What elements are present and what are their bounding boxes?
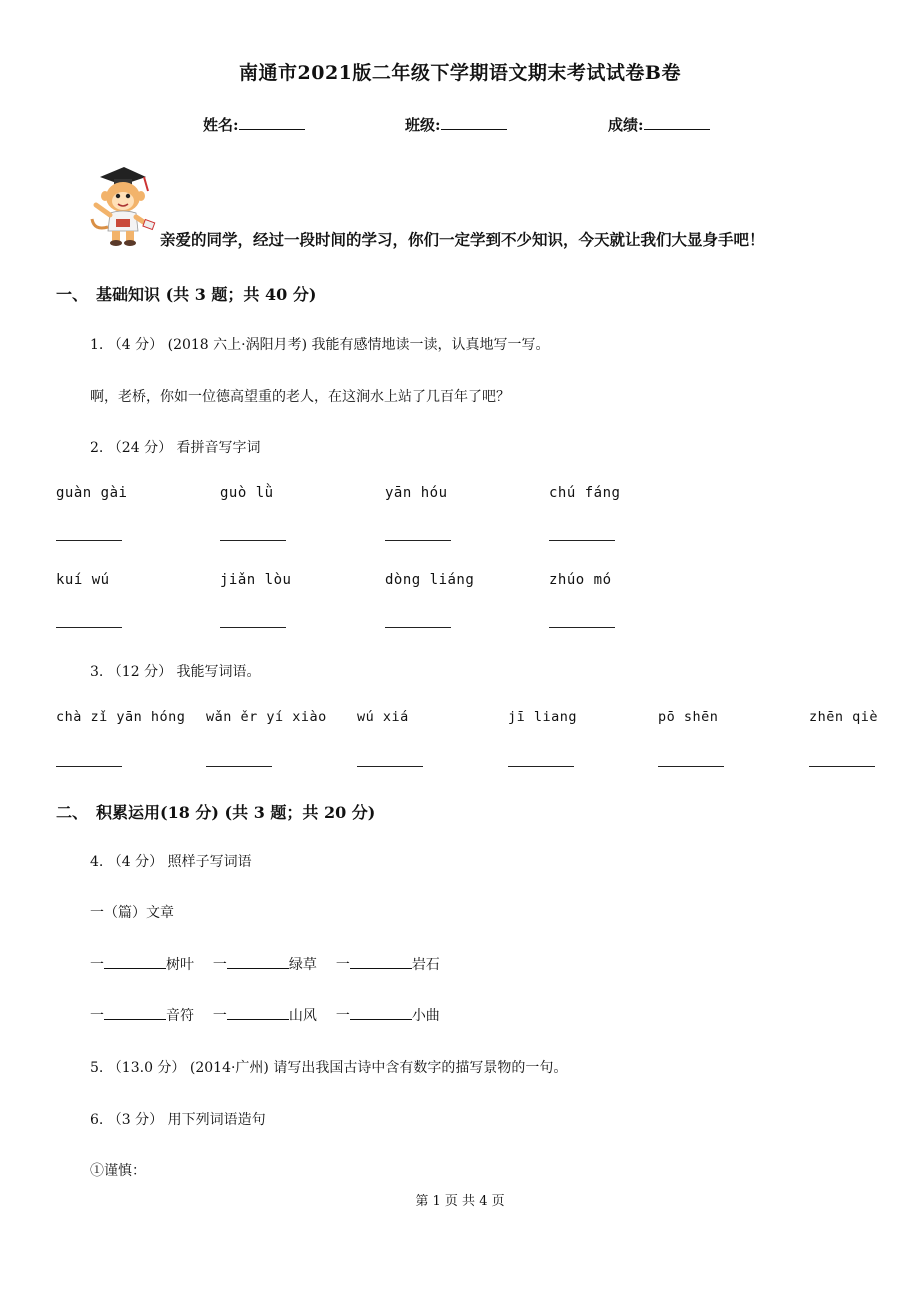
intro-text: 亲爱的同学，经过一段时间的学习，你们一定学到不少知识，今天就让我们大显身手吧！ <box>160 231 765 249</box>
score-blank[interactable] <box>644 115 710 130</box>
pinyin-item: zhēn qiè <box>809 709 879 725</box>
answer-line[interactable] <box>549 540 615 541</box>
question-1-text: 啊，老桥，你如一位德高望重的老人，在这涧水上站了几百年了吧？ <box>90 389 510 405</box>
answer-line[interactable] <box>508 766 574 767</box>
question-1-head: 1. （4 分） (2018 六上·涡阳月考) 我能有感情地读一读，认真地写一写。 <box>90 337 550 353</box>
measure-prefix: 一 <box>212 1008 227 1024</box>
answer-line[interactable] <box>385 627 451 628</box>
measure-prefix: 一 <box>212 957 227 973</box>
answer-blank[interactable] <box>227 1005 289 1020</box>
name-label: 姓名: <box>203 116 239 134</box>
answer-blank[interactable] <box>350 1005 412 1020</box>
pinyin-item: jiǎn lòu <box>220 572 292 588</box>
answer-line[interactable] <box>220 540 286 541</box>
measure-word-row <box>90 1005 440 1025</box>
question-5-head: 5. （13.0 分） (2014·广州) 请写出我国古诗中含有数字的描写景物的一句。 <box>90 1060 568 1076</box>
answer-blank[interactable] <box>104 954 166 969</box>
name-field[interactable] <box>203 114 305 135</box>
pinyin-item: guàn gài <box>56 485 128 501</box>
answer-line[interactable] <box>220 627 286 628</box>
section-2-title: 二、 积累运用(18 分) (共 3 题；共 20 分) <box>56 803 376 822</box>
answer-blank[interactable] <box>227 954 289 969</box>
class-field[interactable] <box>405 114 507 135</box>
pinyin-item: dòng liáng <box>385 572 475 588</box>
answer-line[interactable] <box>357 766 423 767</box>
measure-noun: 小曲 <box>411 1008 440 1024</box>
answer-line[interactable] <box>206 766 272 767</box>
pinyin-item: pō shēn <box>658 709 719 725</box>
page-title: 南通市2021版二年级下学期语文期末考试试卷B卷 <box>239 62 681 84</box>
pinyin-item: wú xiá <box>357 709 409 725</box>
score-field[interactable] <box>608 114 710 135</box>
pinyin-item: guò lǜ <box>220 485 274 501</box>
pinyin-item: wǎn ěr yí xiào <box>206 709 327 725</box>
measure-noun: 树叶 <box>166 957 194 973</box>
question-2-head: 2. （24 分） 看拼音写字词 <box>90 440 261 456</box>
section-1-title: 一、 基础知识 (共 3 题；共 40 分) <box>56 285 317 304</box>
question-6-item-1: ①谨慎： <box>90 1163 146 1179</box>
pinyin-item: chú fáng <box>549 485 621 501</box>
answer-line[interactable] <box>56 540 122 541</box>
measure-word-row <box>90 954 440 974</box>
page-footer: 第 1 页 共 4 页 <box>415 1194 505 1209</box>
question-4-head: 4. （4 分） 照样子写词语 <box>90 854 252 870</box>
question-4-example: 一（篇）文章 <box>90 905 174 921</box>
pinyin-item: kuí wú <box>56 572 110 588</box>
answer-line[interactable] <box>56 766 122 767</box>
measure-prefix: 一 <box>335 1008 350 1024</box>
pinyin-item: zhúo mó <box>549 572 612 588</box>
answer-blank[interactable] <box>104 1005 166 1020</box>
name-blank[interactable] <box>239 115 305 130</box>
answer-line[interactable] <box>385 540 451 541</box>
measure-noun: 音符 <box>166 1008 194 1024</box>
answer-blank[interactable] <box>350 954 412 969</box>
pinyin-item: chà zǐ yān hóng <box>56 709 186 725</box>
question-3-head: 3. （12 分） 我能写词语。 <box>90 664 261 680</box>
class-blank[interactable] <box>441 115 507 130</box>
mascot-icon <box>86 165 156 247</box>
answer-line[interactable] <box>56 627 122 628</box>
score-label: 成绩: <box>608 116 644 134</box>
measure-noun: 山风 <box>288 1008 317 1024</box>
question-6-head: 6. （3 分） 用下列词语造句 <box>90 1112 266 1128</box>
answer-line[interactable] <box>809 766 875 767</box>
measure-noun: 绿草 <box>288 957 317 973</box>
class-label: 班级: <box>405 116 441 134</box>
measure-prefix: 一 <box>90 957 104 973</box>
measure-noun: 岩石 <box>411 957 440 973</box>
measure-prefix: 一 <box>90 1008 104 1024</box>
pinyin-item: jī liang <box>508 709 578 725</box>
answer-line[interactable] <box>549 627 615 628</box>
pinyin-item: yān hóu <box>385 485 448 501</box>
measure-prefix: 一 <box>335 957 350 973</box>
answer-line[interactable] <box>658 766 724 767</box>
